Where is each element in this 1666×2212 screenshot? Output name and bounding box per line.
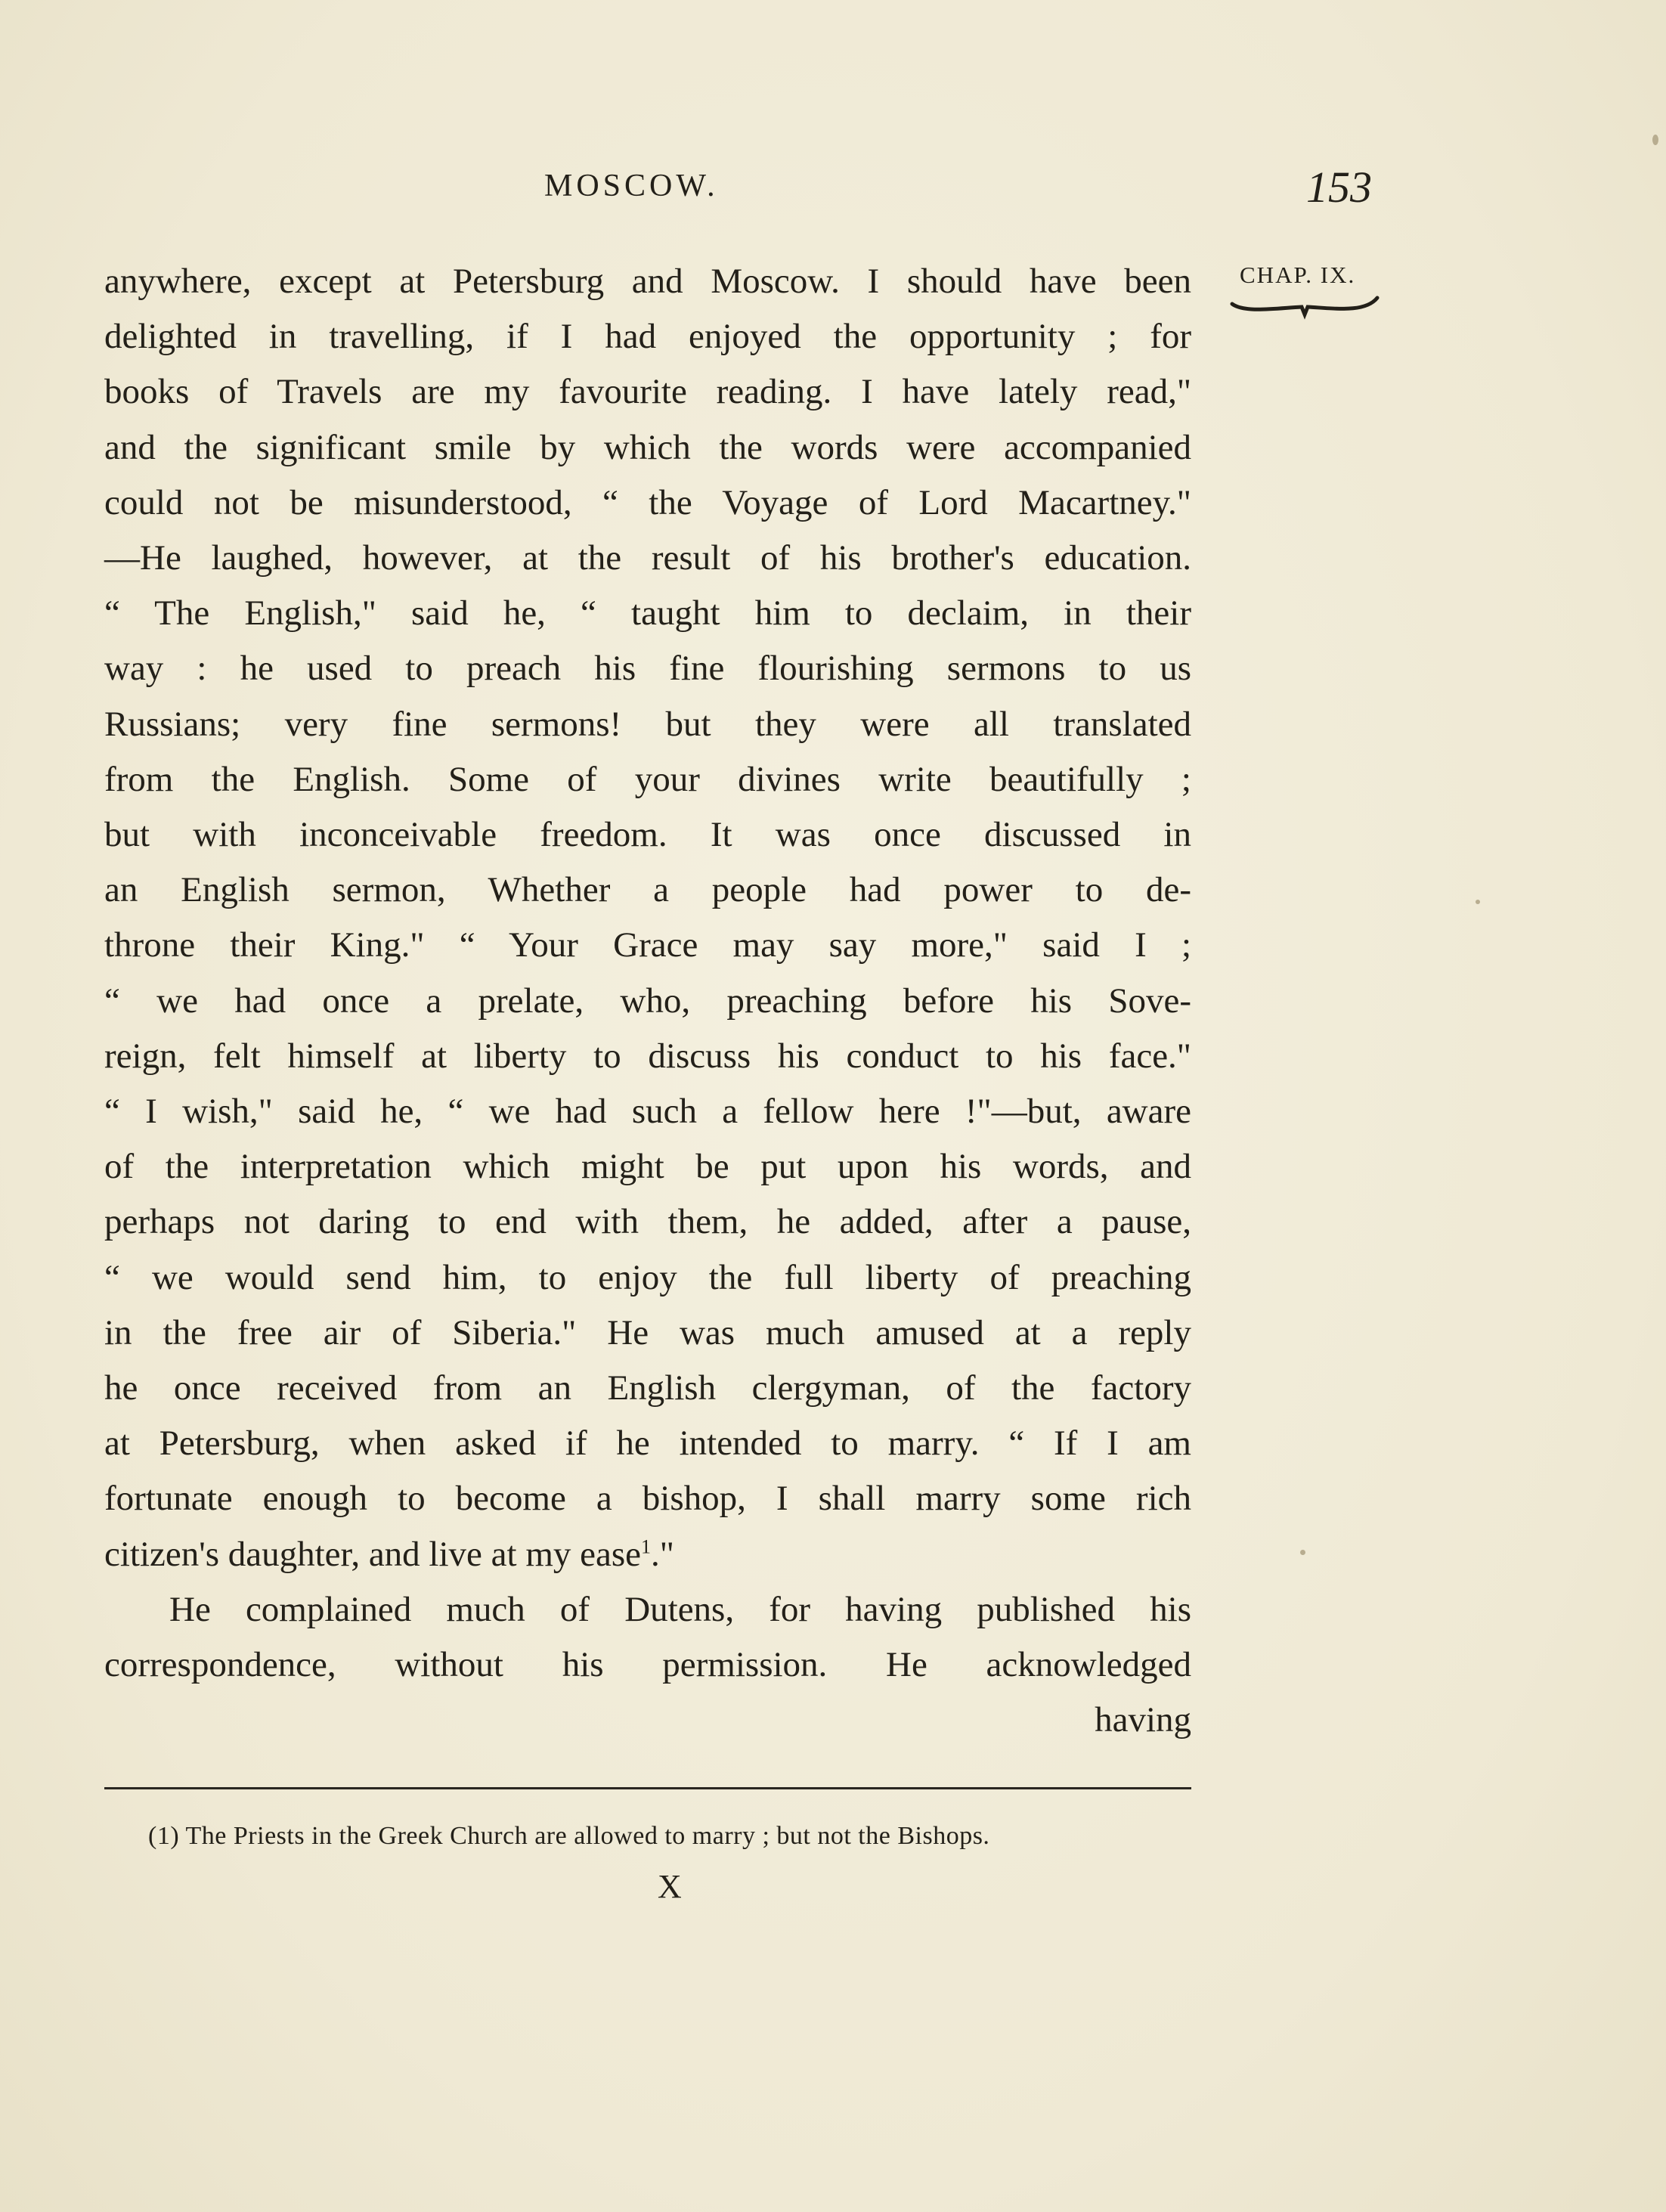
brace-flourish-icon — [1229, 290, 1380, 321]
text-line: Russians; very fine sermons! but they were all translated — [104, 704, 1191, 744]
text-line: but with inconceivable freedom. It was once discussed in — [104, 815, 1191, 855]
text-line: in the free air of Siberia." He was much amused at a reply — [104, 1312, 1191, 1352]
signature-mark: X — [658, 1868, 682, 1905]
text-line: he once received from an English clergyman, of the factory — [104, 1368, 1191, 1408]
text-line: correspondence, without his permission. He acknowledged — [104, 1645, 1191, 1685]
text-line: at Petersburg, when asked if he intended to marry. “ If I am — [104, 1424, 1191, 1464]
text-line: “ The English," said he, “ taught him to declaim, in their — [104, 593, 1191, 634]
text-line: could not be misunderstood, “ the Voyage of Lord Macartney." — [104, 482, 1191, 522]
text-line: fortunate enough to become a bishop, I shall marry some rich — [104, 1479, 1191, 1519]
text-line: and the significant smile by which the words were accompanied — [104, 427, 1191, 467]
text-line: “ we had once a prelate, who, preaching before his Sove- — [104, 981, 1191, 1021]
text-fragment: citizen's daughter, and live at my ease — [104, 1534, 642, 1574]
footnote-reference: 1 — [641, 1535, 652, 1558]
catchword: having — [1095, 1700, 1191, 1740]
paper-speck — [1652, 135, 1658, 145]
text-line: from the English. Some of your divines write beautifully ; — [104, 759, 1191, 799]
body-text — [104, 254, 1191, 1748]
chapter-label: CHAP. IX. — [1240, 262, 1356, 288]
text-line: way : he used to preach his fine flourishing sermons to us — [104, 649, 1191, 689]
footnote: (1) The Priests in the Greek Church are allowed to marry ; but not the Bishops. — [148, 1822, 990, 1850]
text-line: delighted in travelling, if I had enjoyed the opportunity ; for — [104, 317, 1191, 357]
text-line: —He laughed, however, at the result of his brother's education. — [104, 538, 1191, 578]
page-number: 153 — [1306, 163, 1372, 212]
text-line: throne their King." “ Your Grace may say more," said I ; — [104, 925, 1191, 965]
text-line: “ we would send him, to enjoy the full liberty of preaching — [104, 1257, 1191, 1297]
text-line: “ I wish," said he, “ we had such a fellow here !"—but, aware — [104, 1092, 1191, 1132]
paper-speck — [1300, 1550, 1305, 1555]
footnote-rule — [104, 1787, 1191, 1789]
text-line-with-footnote-ref — [104, 1527, 1191, 1582]
text-line: reign, felt himself at liberty to discuss his conduct to his face." — [104, 1036, 1191, 1076]
running-title: MOSCOW. — [544, 169, 719, 203]
text-line: perhaps not daring to end with them, he added, after a pause, — [104, 1202, 1191, 1242]
paragraph-first-line: He complained much of Dutens, for having published his — [169, 1589, 1191, 1629]
text-line: of the interpretation which might be put upon his words, and — [104, 1147, 1191, 1187]
text-line: anywhere, except at Petersburg and Moscow. I should have been — [104, 262, 1191, 301]
paper-speck — [1476, 900, 1480, 904]
text-line: books of Travels are my favourite reading. I have lately read," — [104, 372, 1191, 412]
text-line: an English sermon, Whether a people had power to de- — [104, 870, 1191, 910]
text-fragment: ." — [651, 1534, 674, 1574]
